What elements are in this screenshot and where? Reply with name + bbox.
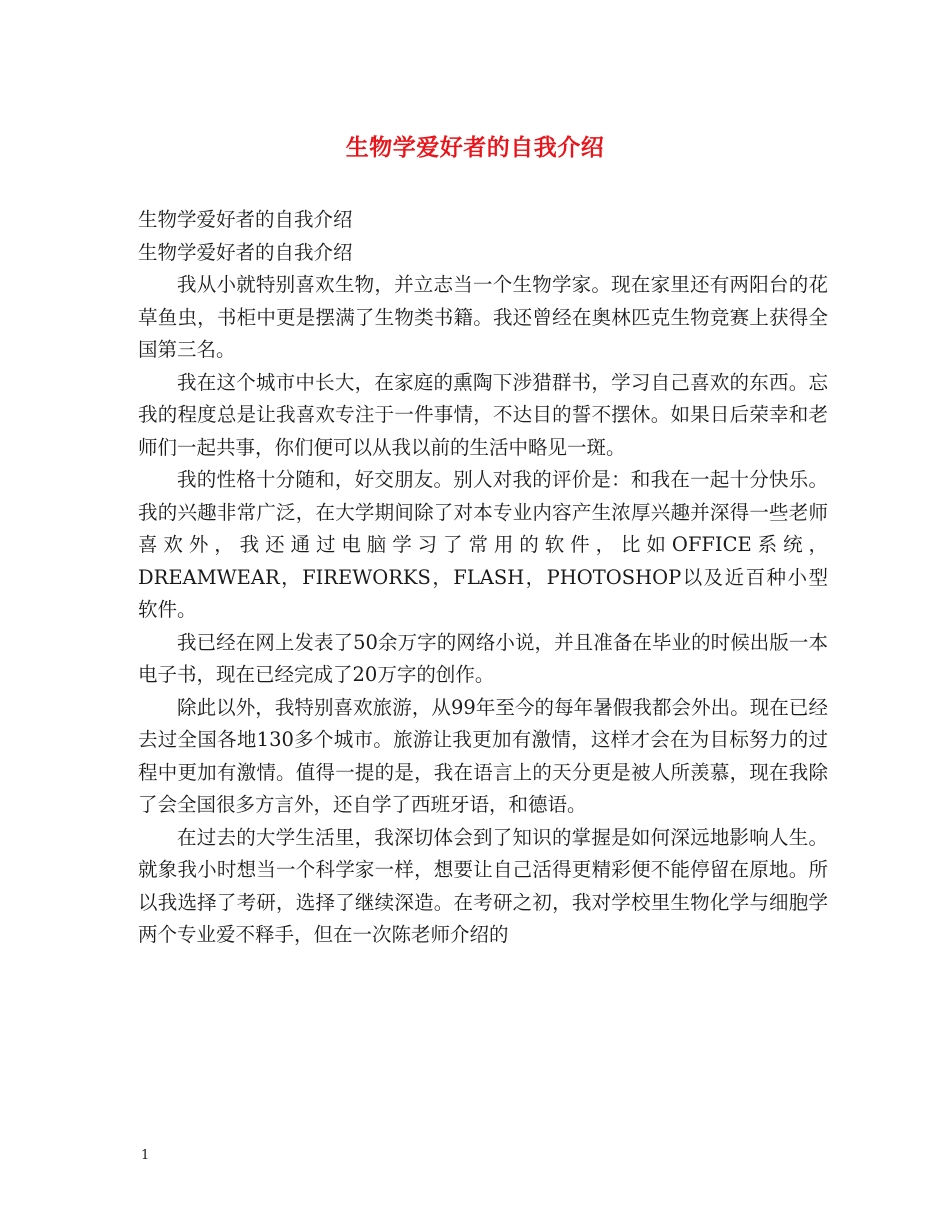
paragraph-5: 除此以外，我特别喜欢旅游，从99年至今的每年暑假我都会外出。现在已经去过全国各地130多个城市。旅游让我更加有激情，这样才会在为目标努力的过程中更加有激情。值得一提的是，我在语言上的天分更是被人所羡慕，现在我除了会全国很多方言外，还自学了西班牙语，和德语。: [138, 695, 828, 816]
paragraph-4: 我已经在网上发表了50余万字的网络小说，并且准备在毕业的时候出版一本电子书，现在已经完成了20万字的创作。: [138, 630, 828, 686]
paragraph-1: 我从小就特别喜欢生物，并立志当一个生物学家。现在家里还有两阳台的花草鱼虫，书柜中更是摆满了生物类书籍。我还曾经在奥林匹克生物竞赛上获得全国第三名。: [138, 273, 828, 361]
heading-line-1: 生物学爱好者的自我介绍: [138, 208, 353, 231]
page-number: 1: [141, 1148, 150, 1163]
paragraph-2: 我在这个城市中长大，在家庭的熏陶下涉猎群书，学习自己喜欢的东西。忘我的程度总是让我喜欢专注于一件事情，不达目的誓不摆休。如果日后荣幸和老师们一起共事，你们便可以从我以前的生活中略见一斑。: [138, 370, 828, 459]
document-title: 生物学爱好者的自我介绍: [345, 134, 605, 161]
document-body: [138, 204, 828, 952]
paragraph-6: 在过去的大学生活里，我深切体会到了知识的掌握是如何深远地影响人生。就象我小时想当一个科学家一样，想要让自己活得更精彩便不能停留在原地。所以我选择了考研，选择了继续深造。在考研之初，我对学校里生物化学与细胞学两个专业爱不释手，但在一次陈老师介绍的: [138, 825, 828, 946]
paragraph-3: 我的性格十分随和，好交朋友。别人对我的评价是：和我在一起十分快乐。我的兴趣非常广泛，在大学期间除了对本专业内容产生浓厚兴趣并深得一些老师喜欢外，我还通过电脑学习了常用的软件，比如OFFICE系统，DREAMWEAR，FIREWORKS，FLASH，PHOTOSHOP以及近百种小型软件。: [138, 468, 828, 621]
heading-line-2: 生物学爱好者的自我介绍: [138, 240, 353, 264]
